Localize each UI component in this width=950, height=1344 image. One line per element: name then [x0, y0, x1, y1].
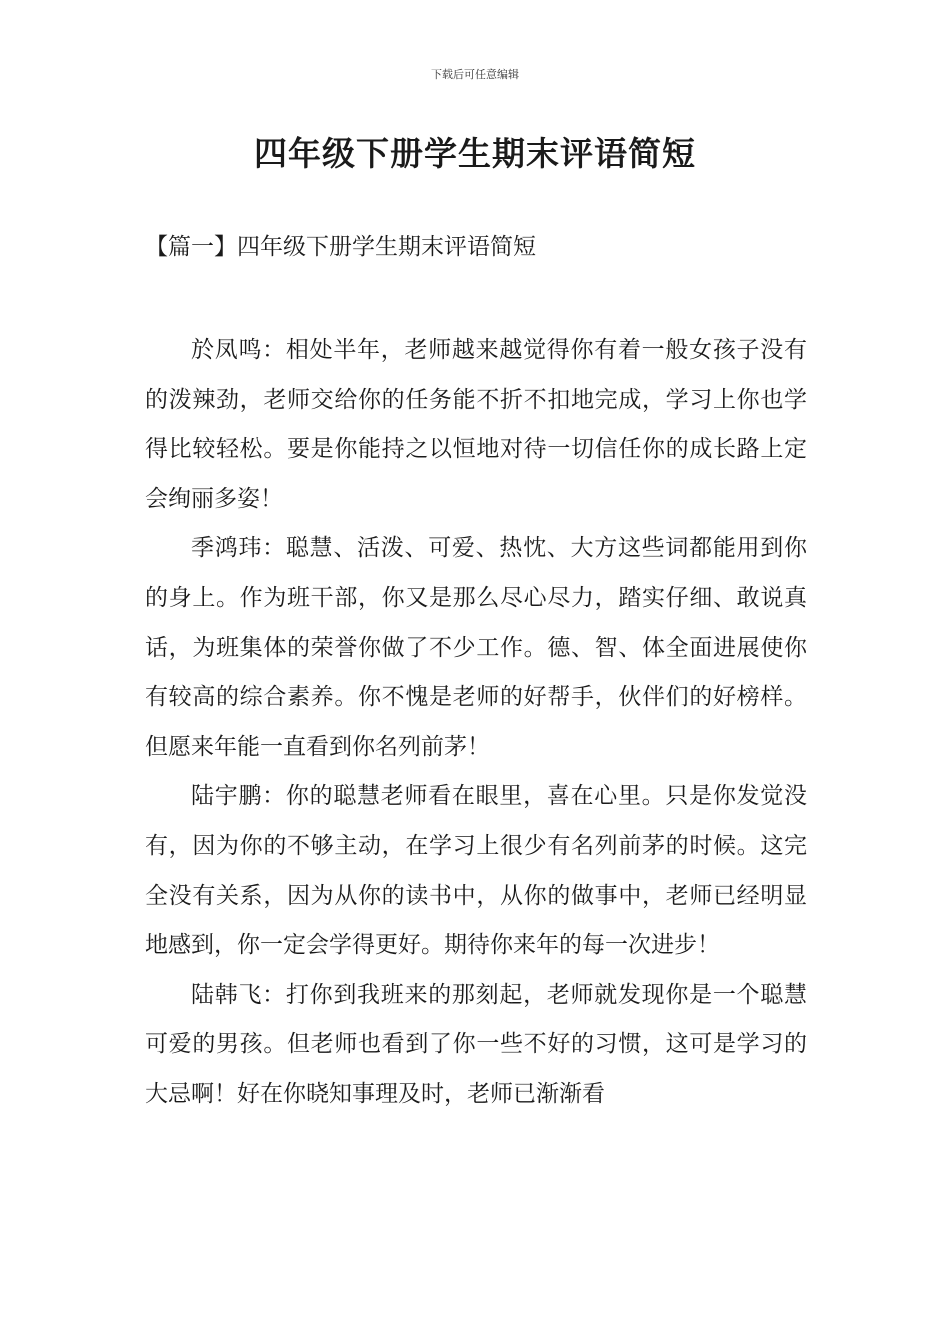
document-title: 四年级下册学生期末评语简短: [254, 134, 696, 173]
section-heading: 【篇一】四年级下册学生期末评语简短: [145, 234, 536, 260]
comment-paragraph: 陆宇鹏：你的聪慧老师看在眼里，喜在心里。只是你发觉没有，因为你的不够主动，在学习上很少有名列前茅的时候。这完全没有关系，因为从你的读书中，从你的做事中，老师已经明显地感到，你一定会学得更好。期待你来年的每一次进步！: [145, 783, 807, 959]
document-body: [145, 326, 807, 1120]
comment-paragraph: 於凤鸣：相处半年，老师越来越觉得你有着一般女孩子没有的泼辣劲，老师交给你的任务能不折不扣地完成，学习上你也学得比较轻松。要是你能持之以恒地对待一切信任你的成长路上定会绚丽多姿！: [145, 337, 807, 512]
comment-paragraph: 陆韩飞：打你到我班来的那刻起，老师就发现你是一个聪慧可爱的男孩。但老师也看到了你一些不好的习惯，这可是学习的大忌啊！好在你晓知事理及时，老师已渐渐看: [145, 981, 807, 1107]
comment-paragraph: 季鸿玮：聪慧、活泼、可爱、热忱、大方这些词都能用到你的身上。作为班干部，你又是那么尽心尽力，踏实仔细、敢说真话，为班集体的荣誉你做了不少工作。德、智、体全面进展使你有较高的综合素养。你不愧是老师的好帮手，伙伴们的好榜样。但愿来年能一直看到你名列前茅！: [145, 535, 807, 760]
page-header-note: 下载后可任意编辑: [431, 68, 519, 81]
